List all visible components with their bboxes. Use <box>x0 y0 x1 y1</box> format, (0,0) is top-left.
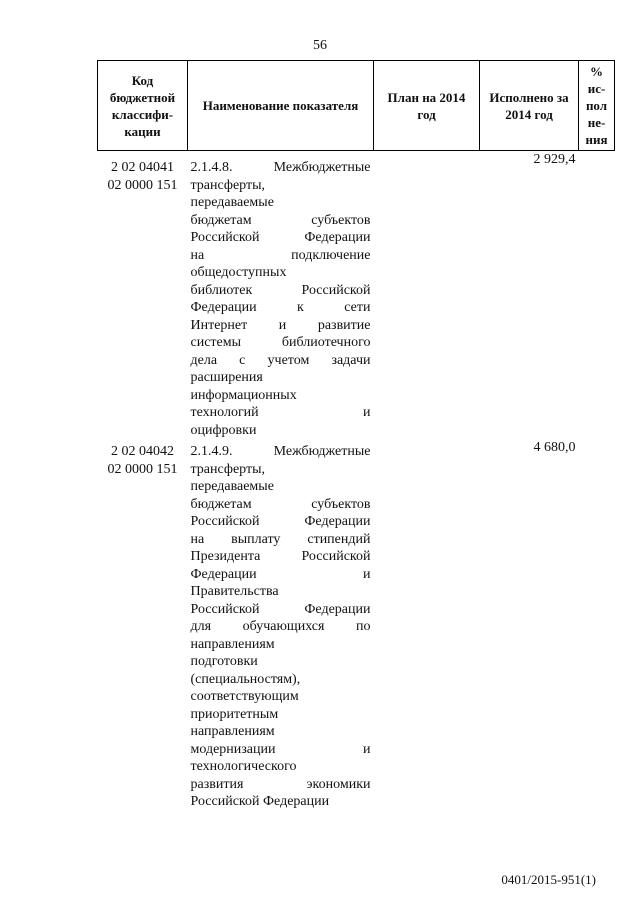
name-line: Интернет и развитие <box>190 317 371 333</box>
table-row <box>98 439 615 811</box>
name-line: дела с учетом задачи <box>190 352 371 368</box>
name-line: информационных <box>190 387 297 403</box>
table-header-row <box>98 61 615 151</box>
name-line: системы библиотечного <box>190 335 371 350</box>
header-executed: Исполнено за 2014 год <box>480 61 579 151</box>
header-name: Наименование показателя <box>188 61 374 151</box>
name-line: Российской Федерации <box>190 230 371 245</box>
name-line: технологического <box>190 759 297 774</box>
row-code: 2 02 04041 02 0000 151 <box>107 160 178 193</box>
name-line: на выплату стипендий <box>190 531 371 547</box>
name-line: (специальностям), <box>190 671 301 687</box>
name-line: трансферты, <box>190 177 266 193</box>
row-percent <box>579 151 615 440</box>
header-plan: План на 2014 год <box>374 61 480 151</box>
row-code: 2 02 04042 02 0000 151 <box>107 444 178 477</box>
name-line: расширения <box>190 370 263 385</box>
header-percent: % ис- пол не- ния <box>579 61 615 151</box>
name-line: Российской Федерации <box>190 514 371 529</box>
name-line: Президента Российской <box>190 549 371 564</box>
name-line: Федерации к сети <box>190 300 371 315</box>
document-number: 0401/2015-951(1) <box>501 872 596 887</box>
name-line: оцифровки <box>190 422 257 438</box>
table-row <box>98 151 615 440</box>
name-line: технологий и <box>190 405 371 420</box>
row-percent <box>579 439 615 811</box>
name-line: передаваемые <box>190 195 274 210</box>
name-line: передаваемые <box>190 479 274 494</box>
name-line: Правительства <box>190 584 279 599</box>
name-line: направлениям <box>190 724 275 739</box>
name-line: модернизации и <box>190 741 371 757</box>
name-line: общедоступных <box>190 265 287 280</box>
name-line: 2.1.4.8. Межбюджетные <box>190 160 371 175</box>
name-line: подготовки <box>190 654 258 669</box>
row-name <box>188 439 374 811</box>
name-line: Федерации и <box>190 566 371 582</box>
row-executed: 4 680,0 <box>533 440 576 455</box>
row-executed: 2 929,4 <box>533 152 576 167</box>
name-line: 2.1.4.9. Межбюджетные <box>190 444 371 459</box>
name-line: бюджетам субъектов <box>190 212 371 228</box>
header-code: Код бюджетной классифи- кации <box>98 61 188 151</box>
name-line: направлениям <box>190 636 275 652</box>
name-line: библиотек Российской <box>190 282 371 298</box>
name-line: Российской Федерации <box>190 794 330 809</box>
name-line: Российской Федерации <box>190 601 371 617</box>
name-line: приоритетным <box>190 706 279 722</box>
name-line: для обучающихся по <box>190 619 371 634</box>
name-line: бюджетам субъектов <box>190 496 371 512</box>
name-line: на подключение <box>190 247 371 263</box>
page-number: 56 <box>313 38 327 53</box>
name-line: развития экономики <box>190 776 371 792</box>
budget-execution-table <box>97 60 615 811</box>
row-plan <box>374 151 480 440</box>
row-name <box>188 151 374 440</box>
name-line: соответствующим <box>190 689 299 704</box>
row-plan <box>374 439 480 811</box>
name-line: трансферты, <box>190 461 266 477</box>
